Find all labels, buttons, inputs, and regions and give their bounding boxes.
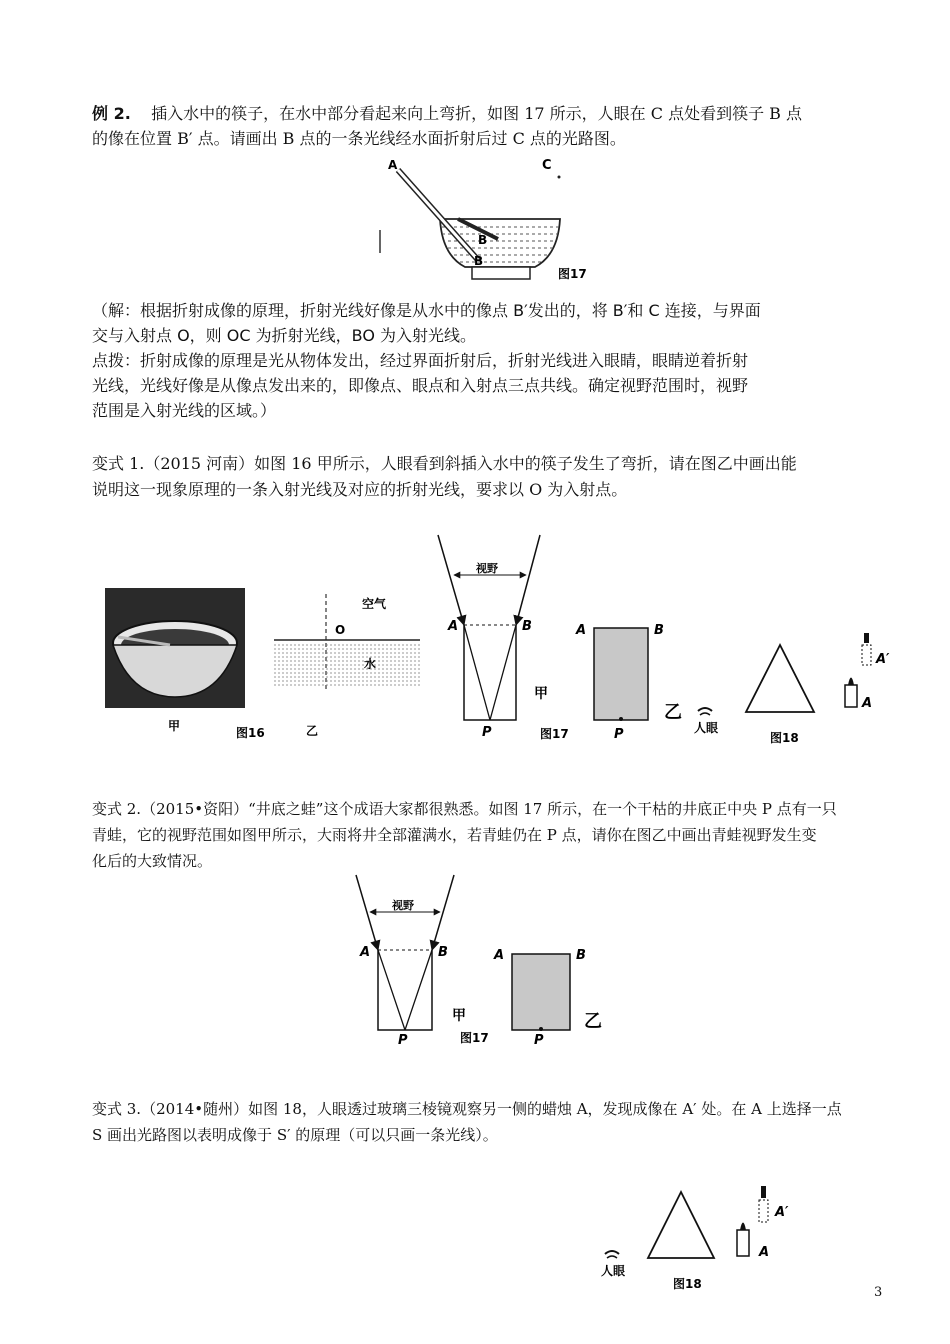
eye-icon	[698, 708, 712, 711]
ray-a-p	[464, 625, 490, 720]
fig16-jia	[100, 585, 265, 745]
chopstick	[398, 170, 478, 260]
candle	[737, 1230, 749, 1256]
prism	[746, 645, 814, 712]
fig18-caption: 图18	[770, 731, 799, 745]
solution-paragraph	[92, 298, 892, 423]
candle	[845, 685, 857, 707]
fig18-first	[690, 625, 910, 750]
label-b-image: B	[478, 233, 488, 247]
example2-line2: 的像在位置 B′ 点。请画出 B 点的一条光线经水面折射后过 C 点的光路图。	[92, 129, 626, 148]
label-eye: 人眼	[694, 721, 719, 735]
bowl-figure	[370, 155, 600, 290]
water-filled-well	[594, 628, 648, 720]
fig17-yi-label: 乙	[664, 702, 682, 723]
point-c	[558, 176, 561, 179]
fig-bowl-caption: 图17	[558, 267, 587, 281]
water-filled-well	[512, 954, 570, 1030]
variant2-paragraph	[92, 796, 912, 874]
solution-line2: 交与入射点 O，则 OC 为折射光线，BO 为入射光线。	[92, 326, 476, 345]
example2-paragraph	[92, 101, 892, 151]
example2-line1: 插入水中的筷子，在水中部分看起来向上弯折，如图 17 所示，人眼在 C 点处看到筷子 B 点	[151, 104, 803, 123]
label-a-yi: A	[576, 623, 587, 638]
eye-icon-lower	[700, 713, 710, 715]
fig17-yi-label: 乙	[584, 1011, 602, 1032]
variant2-line3: 化后的大致情况。	[92, 852, 213, 870]
point-p	[539, 1027, 543, 1031]
label-a-prime: A′	[775, 1205, 789, 1220]
label-a: A	[388, 158, 398, 172]
fig17-jia-label: 甲	[452, 1008, 466, 1024]
label-p-yi: P	[614, 727, 624, 742]
solution-line3: 点拨：折射成像的原理是光从物体发出，经过界面折射后，折射光线进入眼睛，眼睛逆着折射	[92, 351, 749, 370]
prism	[648, 1192, 714, 1258]
label-a: A	[360, 945, 371, 960]
candle-image-flame	[864, 633, 869, 643]
variant2-line2: 青蛙，它的视野范围如图甲所示，大雨将井全部灌满水，若青蛙仍在 P 点，请你在图乙中画出青蛙视野发生变	[92, 826, 817, 844]
label-air: 空气	[362, 597, 387, 611]
fig16-jia-label: 甲	[168, 719, 181, 733]
page-number: 3	[874, 1285, 883, 1300]
sight-ray-right	[516, 535, 540, 625]
eye-icon-lower	[607, 1256, 617, 1258]
solution-line4: 光线，光线好像是从像点发出来的，即像点、眼点和入射点三点共线。确定视野范围时，视野	[92, 376, 749, 395]
candle-flame	[848, 678, 854, 686]
label-o: O	[335, 623, 346, 637]
label-b: B	[474, 254, 484, 268]
variant2-line1: 变式 2.（2015•资阳）“井底之蛙”这个成语大家都很熟悉。如图 17 所示，在一个干枯的井底正中央 P 点有一只	[92, 800, 837, 818]
example2-label: 例 2.	[92, 104, 131, 123]
variant1-paragraph	[92, 451, 892, 503]
label-p: P	[482, 725, 492, 740]
label-a: A	[759, 1245, 770, 1260]
label-eye: 人眼	[601, 1264, 626, 1278]
point-p	[619, 717, 623, 721]
fig17-second	[348, 870, 618, 1055]
label-a: A	[862, 696, 873, 711]
fig16-yi	[270, 592, 420, 747]
solution-line1: （解：根据折射成像的原理，折射光线好像是从水中的像点 B′发出的，将 B′和 C 连接，与界面	[92, 301, 761, 320]
label-p-yi: P	[534, 1033, 544, 1048]
label-p: P	[398, 1033, 408, 1048]
candle-image	[862, 645, 871, 665]
fig17-caption: 图17	[540, 727, 569, 741]
eye-icon	[605, 1251, 619, 1254]
label-a-yi: A	[494, 948, 505, 963]
label-a: A	[448, 619, 459, 634]
ray-a-p	[378, 950, 405, 1030]
label-view: 视野	[476, 562, 498, 575]
label-view: 视野	[392, 899, 414, 912]
variant1-line2: 说明这一现象原理的一条入射光线及对应的折射光线，要求以 O 为入射点。	[92, 480, 628, 499]
bowl-base	[472, 267, 530, 279]
candle-image	[759, 1200, 768, 1222]
variant3-line2: S 画出光路图以表明成像于 S′ 的原理（可以只画一条光线）。	[92, 1126, 498, 1144]
solution-line5: 范围是入射光线的区域。）	[92, 401, 277, 420]
variant3-paragraph	[92, 1096, 912, 1148]
fig18-caption: 图18	[673, 1277, 702, 1291]
fig17-jia-label: 甲	[534, 686, 548, 702]
fig18-second	[595, 1180, 815, 1305]
label-c: C	[542, 158, 552, 173]
variant1-line1: 变式 1.（2015 河南）如图 16 甲所示，人眼看到斜插入水中的筷子发生了弯折，请在图乙中画出能	[92, 454, 797, 473]
fig16-yi-label: 乙	[306, 724, 319, 738]
ray-b-p	[405, 950, 432, 1030]
fig17-caption: 图17	[460, 1031, 489, 1045]
label-b-yi: B	[654, 623, 664, 638]
label-a-prime: A′	[876, 652, 890, 667]
fig16-caption: 图16	[236, 726, 265, 740]
ray-b-p	[490, 625, 516, 720]
well	[464, 625, 516, 720]
label-b-yi: B	[576, 948, 586, 963]
variant3-line1: 变式 3.（2014•随州）如图 18，人眼透过玻璃三棱镜观察另一侧的蜡烛 A，发现成像在 A′ 处。在 A 上选择一点	[92, 1100, 842, 1118]
sight-ray-left	[438, 535, 464, 625]
label-water: 水	[364, 657, 377, 671]
candle-flame	[740, 1223, 746, 1231]
label-b: B	[522, 619, 532, 634]
well	[378, 950, 432, 1030]
label-b: B	[438, 945, 448, 960]
fig17-first	[430, 530, 700, 750]
candle-image-flame	[761, 1186, 766, 1198]
bowl	[440, 219, 560, 267]
